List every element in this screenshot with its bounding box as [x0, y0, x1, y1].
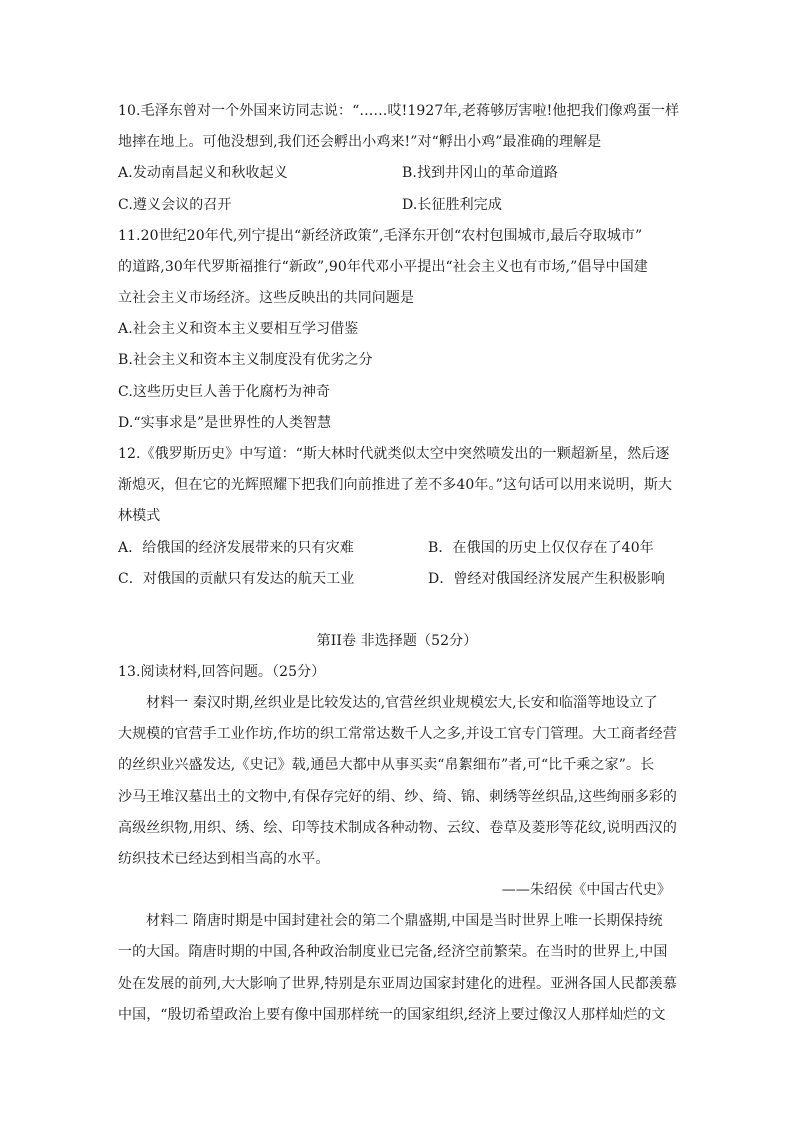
q11-option-c: C.这些历史巨人善于化腐朽为神奇 [118, 384, 331, 400]
q13-material1-line-4: 沙马王堆汉墓出土的文物中,有保存完好的绢、纱、绮、锦、刺绣等丝织品,这些绚丽多彩的 [118, 789, 677, 805]
q12-option-c: C．对俄国的贡献只有发达的航天工业 [118, 571, 355, 587]
q13-material1-line-1: 材料一 秦汉时期,丝织业是比较发达的,官营丝织业规模宏大,长安和临淄等地设立了 [146, 695, 658, 711]
q10-stem-line-1: 10.毛泽东曾对一个外国来访同志说：“……哎!1927年,老蒋够厉害啦!他把我们像鸡蛋一样 [118, 103, 680, 119]
q10-stem-line-2: 地摔在地上。可他没想到,我们还会孵出小鸡来!”对“孵出小鸡”最准确的理解是 [118, 134, 602, 150]
q10-option-b: B.找到井冈山的革命道路 [402, 165, 558, 181]
q12-stem-line-1: 12.《俄罗斯历史》中写道：“斯大林时代就类似太空中突然喷发出的一颗超新星，然后逐 [118, 446, 670, 462]
q13-material1-line-5: 高级丝织物,用织、绣、绘、印等技术制成各种动物、云纹、卷草及菱形等花纹,说明西汉的 [118, 820, 677, 836]
q10-option-d: D.长征胜利完成 [402, 197, 502, 213]
q11-option-d: D.“实事求是”是世界性的人类智慧 [118, 415, 332, 431]
q13-material1-line-2: 大规模的官营手工业作坊,作坊的织工常常达数千人之多,并设工官专门管理。大工商者经营 [118, 726, 677, 742]
q12-option-d: D．曾经对俄国经济发展产生积极影响 [428, 571, 665, 587]
q13-material1-line-3: 的丝织业兴盛发达,《史记》载,通邑大都中从事买卖“帛絮细布”者,可“比千乘之家”。长 [118, 757, 655, 773]
q11-option-a: A.社会主义和资本主义要相互学习借鉴 [118, 321, 359, 337]
section-title: 第II卷 非选择题（52分） [316, 633, 478, 649]
q11-option-b: B.社会主义和资本主义制度没有优劣之分 [118, 352, 373, 368]
q12-option-a: A．给俄国的经济发展带来的只有灾难 [118, 540, 354, 556]
q13-material2-line-4: 中国，“殷切希望政治上要有像中国那样统一的国家组织,经济上要过像汉人那样灿烂的文 [118, 1007, 666, 1023]
q12-stem-line-3: 林模式 [118, 508, 161, 524]
q10-option-a: A.发动南昌起义和秋收起义 [118, 165, 288, 181]
q13-material2-line-1: 材料二 隋唐时期是中国封建社会的第二个鼎盛期,中国是当时世界上唯一长期保持统 [146, 913, 663, 929]
q12-stem-line-2: 渐熄灭，但在它的光辉照耀下把我们向前推进了差不多40年。”这句话可以用来说明，斯大 [118, 477, 673, 493]
q13-material1-source: ——朱绍侯《中国古代史》 [501, 882, 671, 898]
q13-material2-line-2: 一的大国。隋唐时期的中国,各种政治制度业已完备,经济空前繁荣。在当时的世界上,中国 [118, 944, 668, 960]
q11-stem-line-3: 立社会主义市场经济。这些反映出的共同问题是 [118, 290, 415, 306]
q13-stem: 13.阅读材料,回答问题。（25分） [118, 664, 326, 680]
q11-stem-line-2: 的道路,30年代罗斯福推行“新政”,90年代邓小平提出“社会主义也有市场,”倡导中国建 [118, 259, 648, 275]
q11-stem-line-1: 11.20世纪20年代,列宁提出“新经济政策”,毛泽东开创“农村包围城市,最后夺取城市” [118, 228, 643, 244]
q13-material1-line-6: 纺织技术已经达到相当高的水平。 [118, 851, 330, 867]
q10-option-c: C.遵义会议的召开 [118, 197, 232, 213]
q13-material2-line-3: 处在发展的前列,大大影响了世界,特别是东亚周边国家封建化的进程。亚洲各国人民都羡慕 [118, 976, 677, 992]
q12-option-b: B．在俄国的历史上仅仅存在了40年 [428, 540, 654, 556]
